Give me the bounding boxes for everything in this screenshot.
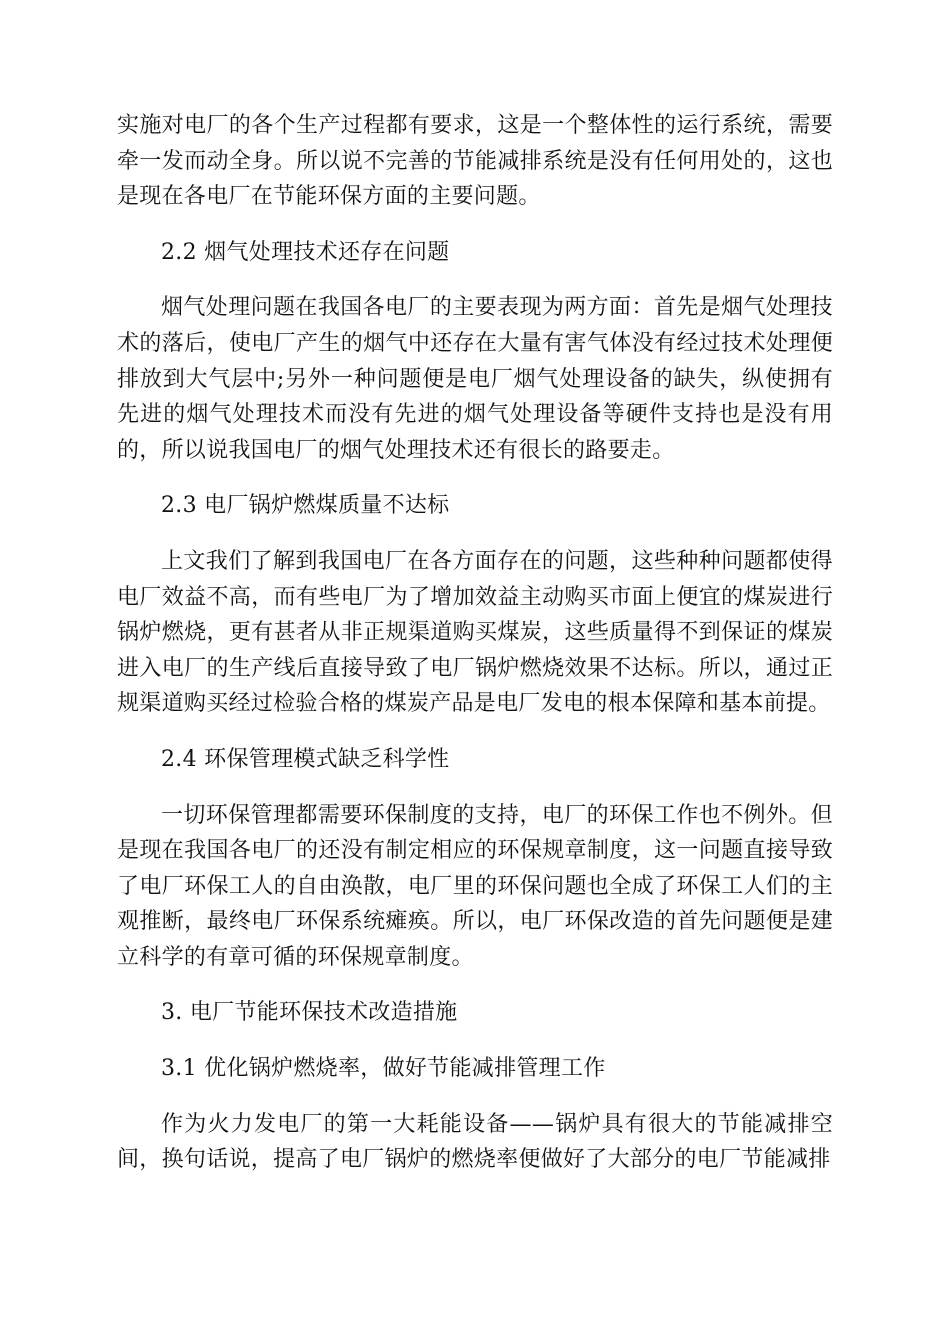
section-heading-2-4: 2.4 环保管理模式缺乏科学性 <box>161 746 450 772</box>
document-page <box>117 108 833 1178</box>
paragraph-gap <box>117 270 833 290</box>
paragraph-gap <box>117 1087 833 1107</box>
paragraph-gap <box>117 468 833 488</box>
paragraph-gap <box>117 215 833 235</box>
paragraph-gap <box>117 975 833 995</box>
section-heading-3: 3. 电厂节能环保技术改造措施 <box>161 1000 458 1026</box>
paragraph-gap <box>117 722 833 742</box>
paragraph-management: 一切环保管理都需要环保制度的支持，电厂的环保工作也不例外。但是现在我国各电厂的还没有制定相应的环保规章制度，这一问题直接导致了电厂环保工人的自由涣散，电厂里的环保问题也全成了环保工人们的主观推断，最终电厂环保系统瘫痪。所以，电厂环保改造的首先问题便是建立科学的有章可循的环保规章制度。 <box>117 802 833 970</box>
paragraph-coal-quality: 上文我们了解到我国电厂在各方面存在的问题，这些种种问题都使得电厂效益不高，而有些电厂为了增加效益主动购买市面上便宜的煤炭进行锅炉燃烧，更有甚者从非正规渠道购买煤炭，这些质量得不到保证的煤炭进入电厂的生产线后直接导致了电厂锅炉燃烧效果不达标。所以，通过正规渠道购买经过检验合格的煤炭产品是电厂发电的根本保障和基本前提。 <box>117 548 833 717</box>
paragraph-flue-gas: 烟气处理问题在我国各电厂的主要表现为两方面：首先是烟气处理技术的落后，使电厂产生的烟气中还存在大量有害气体没有经过技术处理便排放到大气层中;另外一种问题便是电厂烟气处理设备的缺失，纵使拥有先进的烟气处理技术而没有先进的烟气处理设备等硬件支持也是没有用的，所以说我国电厂的烟气处理技术还有很长的路要走。 <box>117 295 833 463</box>
section-heading-2-3: 2.3 电厂锅炉燃煤质量不达标 <box>161 493 450 519</box>
section-heading-3-1: 3.1 优化锅炉燃烧率，做好节能减排管理工作 <box>161 1056 606 1082</box>
paragraph-boiler: 作为火力发电厂的第一大耗能设备——锅炉具有很大的节能减排空间，换句话说，提高了电厂锅炉的燃烧率便做好了大部分的电厂节能减排 <box>117 1111 833 1173</box>
section-heading-2-2: 2.2 烟气处理技术还存在问题 <box>161 239 450 265</box>
paragraph-gap <box>117 1031 833 1051</box>
paragraph-gap <box>117 778 833 798</box>
paragraph-gap <box>117 524 833 544</box>
paragraph-intro: 实施对电厂的各个生产过程都有要求，这是一个整体性的运行系统，需要牵一发而动全身。所以说不完善的节能减排系统是没有任何用处的，这也是现在各电厂在节能环保方面的主要问题。 <box>117 113 833 210</box>
